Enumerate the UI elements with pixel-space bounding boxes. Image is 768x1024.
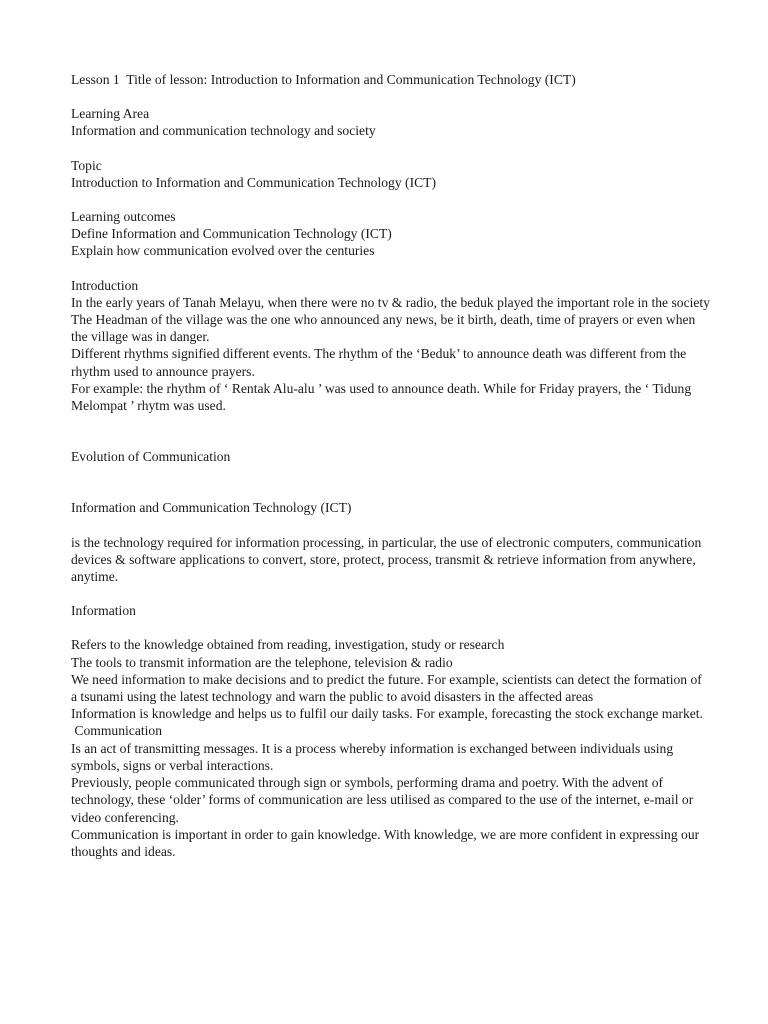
introduction-paragraph: The Headman of the village was the one who announced any news, be it birth, death, time of prayers or even when the village was in danger.: [71, 312, 699, 345]
topic-text: Introduction to Information and Communication Technology (ICT): [71, 174, 436, 190]
communication-paragraph: Is an act of transmitting messages. It is a process whereby information is exchanged between individuals using symbols, signs or verbal interactions.: [71, 740, 677, 773]
evolution-heading: Evolution of Communication: [71, 449, 231, 465]
information-paragraph: The tools to transmit information are the telephone, television & radio: [71, 654, 453, 670]
information-paragraph: Information is knowledge and helps us to fulfil our daily tasks. For example, forecasting the stock exchange market.: [71, 706, 703, 722]
learning-outcome-item: Explain how communication evolved over the centuries: [71, 243, 375, 259]
communication-paragraph: Communication is important in order to gain knowledge. With knowledge, we are more confident in expressing our thoughts and ideas.: [71, 826, 703, 859]
introduction-heading: Introduction: [71, 277, 139, 293]
ict-definition: is the technology required for information processing, in particular, the use of electronic computers, communication devices & software applications to convert, store, protect, process, transmit & retrieve information from anywhere, anytime.: [71, 534, 705, 585]
introduction-paragraph: For example: the rhythm of ‘ Rentak Alu-alu ’ was used to announce death. While for Friday prayers, the ‘ Tidung Melompat ’ rhytm was used.: [71, 380, 695, 414]
learning-outcome-item: Define Information and Communication Technology (ICT): [71, 226, 392, 242]
introduction-paragraph: Different rhythms signified different events. The rhythm of the ‘Beduk’ to announce death was different from the rhythm used to announce prayers.: [71, 346, 690, 379]
information-paragraph: Refers to the knowledge obtained from reading, investigation, study or research: [71, 637, 505, 653]
introduction-paragraph: In the early years of Tanah Melayu, when there were no tv & radio, the beduk played the important role in the society: [71, 294, 710, 310]
information-paragraph: We need information to make decisions and to predict the future. For example, scientists can detect the formation of a tsunami using the latest technology and warn the public to avoid disasters in the affected areas: [71, 671, 706, 705]
learning-area-text: Information and communication technology and society: [71, 123, 376, 139]
learning-outcomes-heading: Learning outcomes: [71, 209, 176, 225]
topic-heading: Topic: [71, 157, 102, 173]
lesson-title: Lesson 1 Title of lesson: Introduction to Information and Communication Technology (ICT): [71, 72, 576, 87]
document-body: [71, 71, 711, 860]
ict-heading: Information and Communication Technology (ICT): [71, 500, 352, 516]
information-heading: Information: [71, 603, 136, 619]
communication-heading: Communication: [71, 723, 163, 739]
learning-area-heading: Learning Area: [71, 106, 150, 122]
communication-paragraph: Previously, people communicated through sign or symbols, performing drama and poetry. With the advent of technology, these ‘older’ forms of communication are less utilised as compared to the use of the internet, e-mail or video conferencing.: [71, 775, 697, 825]
